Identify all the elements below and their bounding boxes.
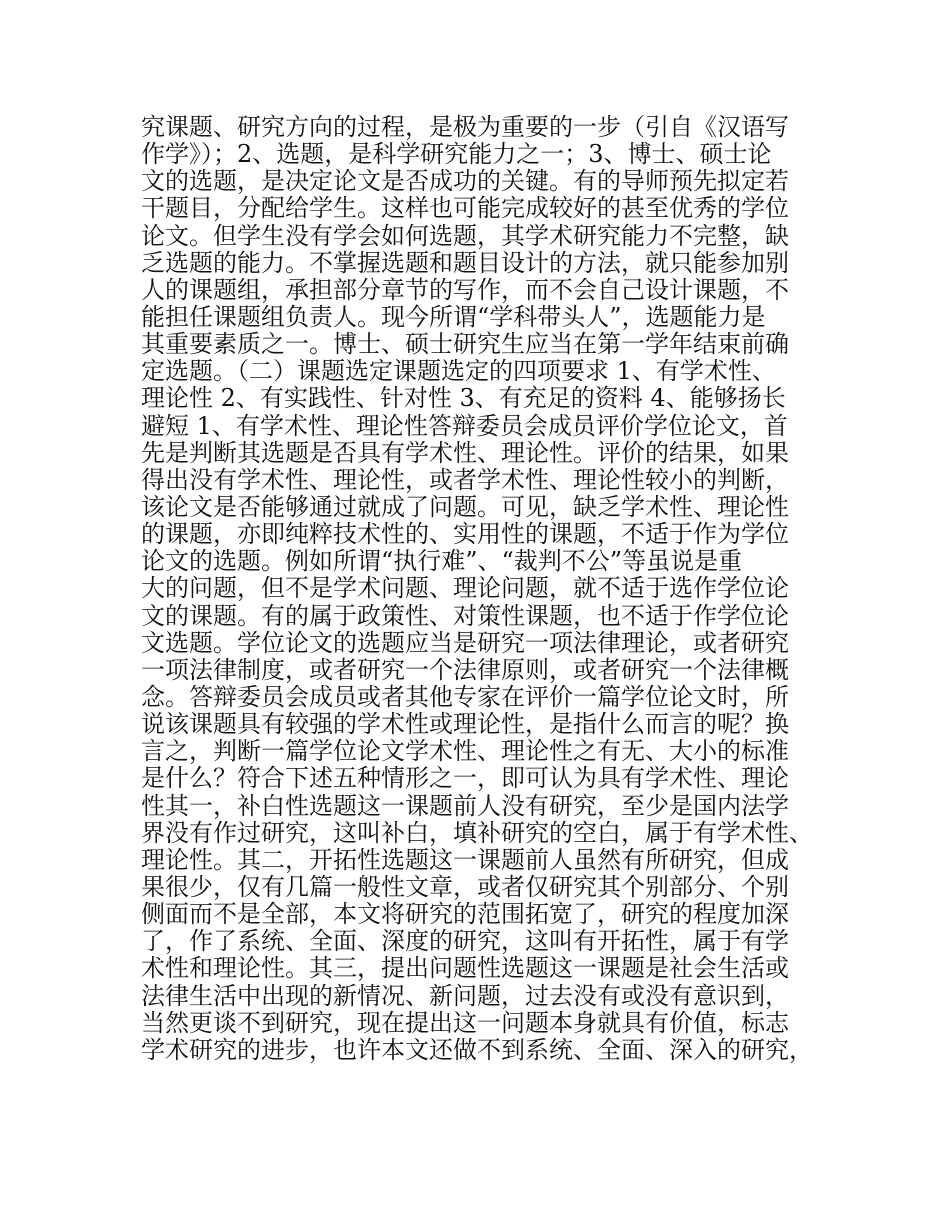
text-line: 论文的选题。例如所谓“执行难”、“裁判不公”等虽说是重 — [141, 547, 743, 576]
text-line: 能担任课题组负责人。现今所谓“学科带头人”，选题能力是 — [141, 302, 766, 331]
text-line: 侧面而不是全部，本文将研究的范围拓宽了，研究的程度加深 — [141, 900, 789, 929]
text-line: 说该课题具有较强的学术性或理论性，是指什么而言的呢？换 — [141, 710, 789, 739]
text-line: 念。答辩委员会成员或者其他专家在评价一篇学位论文时，所 — [141, 682, 789, 711]
text-line: 乏选题的能力。不掌握选题和题目设计的方法，就只能参加别 — [141, 248, 789, 277]
text-line: 避短 1、有学术性、理论性答辩委员会成员评价学位论文，首 — [141, 411, 788, 440]
text-line: 是什么？符合下述五种情形之一，即可认为具有学术性、理论 — [141, 764, 789, 793]
text-line: 术性和理论性。其三，提出问题性选题这一课题是社会生活或 — [141, 954, 789, 983]
text-line: 当然更谈不到研究，现在提出这一问题本身就具有价值，标志 — [141, 1008, 789, 1037]
text-line: 果很少，仅有几篇一般性文章，或者仅研究其个别部分、个别 — [141, 872, 789, 901]
text-line: 究课题、研究方向的过程，是极为重要的一步（引自《汉语写 — [141, 113, 789, 141]
text-line: 性其一，补白性选题这一课题前人没有研究，至少是国内法学 — [141, 791, 789, 820]
text-line: 言之，判断一篇学位论文学术性、理论性之有无、大小的标准 — [141, 737, 789, 766]
text-line: 该论文是否能够通过就成了问题。可见，缺乏学术性、理论性 — [141, 492, 789, 521]
body-text — [141, 114, 831, 1064]
text-line: 文的选题，是决定论文是否成功的关键。有的导师预先拟定若 — [141, 167, 789, 196]
text-line: 人的课题组，承担部分章节的写作，而不会自己设计课题，不 — [141, 275, 789, 304]
text-line: 法律生活中出现的新情况、新问题，过去没有或没有意识到， — [141, 981, 789, 1010]
text-line: 大的问题，但不是学术问题、理论问题，就不适于选作学位论 — [141, 574, 789, 603]
text-line: 先是判断其选题是否具有学术性、理论性。评价的结果，如果 — [141, 438, 789, 467]
text-line: 文的课题。有的属于政策性、对策性课题，也不适于作学位论 — [141, 601, 789, 630]
text-line: 论文。但学生没有学会如何选题，其学术研究能力不完整，缺 — [141, 221, 789, 250]
text-line: 理论性 2、有实践性、针对性 3、有充足的资料 4、能够扬长 — [141, 384, 786, 413]
text-line: 理论性。其二，开拓性选题这一课题前人虽然有所研究，但成 — [141, 845, 789, 874]
text-line: 的课题，亦即纯粹技术性的、实用性的课题，不适于作为学位 — [141, 520, 789, 549]
text-line: 作学》）；2、选题，是科学研究能力之一；3、博士、硕士论 — [141, 140, 772, 169]
text-line: 学术研究的进步，也许本文还做不到系统、全面、深入的研究， — [141, 1035, 813, 1064]
text-line: 了，作了系统、全面、深度的研究，这叫有开拓性，属于有学 — [141, 927, 789, 956]
text-line: 干题目，分配给学生。这样也可能完成较好的甚至优秀的学位 — [141, 194, 789, 223]
text-line: 定选题。（二）课题选定课题选定的四项要求 1、有学术性、 — [141, 357, 776, 386]
text-line: 其重要素质之一。博士、硕士研究生应当在第一学年结束前确 — [141, 330, 789, 359]
text-line: 文选题。学位论文的选题应当是研究一项法律理论，或者研究 — [141, 628, 789, 657]
text-line: 一项法律制度，或者研究一个法律原则，或者研究一个法律概 — [141, 655, 789, 684]
text-line: 得出没有学术性、理论性，或者学术性、理论性较小的判断， — [141, 465, 789, 494]
text-line: 界没有作过研究，这叫补白，填补研究的空白，属于有学术性、 — [141, 818, 813, 847]
